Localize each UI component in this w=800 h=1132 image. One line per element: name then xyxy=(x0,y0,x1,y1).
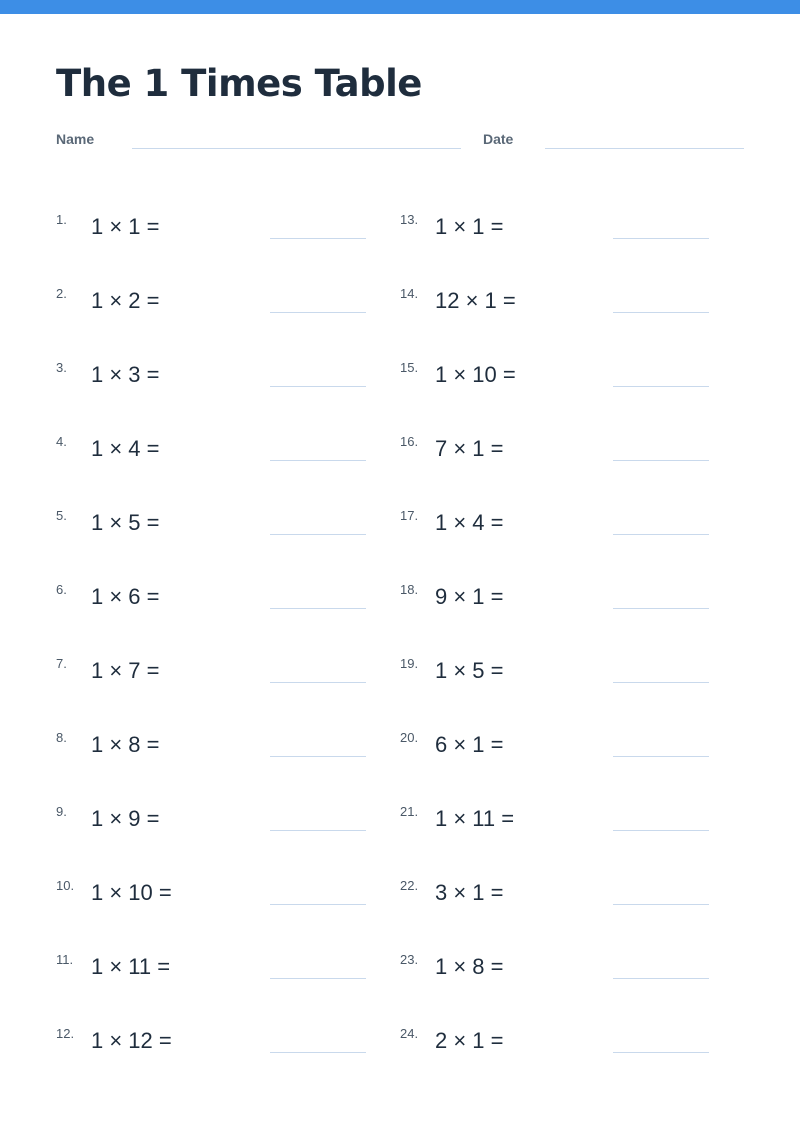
problem-number: 17. xyxy=(400,508,419,523)
problem-expression: 1 × 4 = xyxy=(91,436,160,461)
problem-expression: 2 × 1 = xyxy=(435,1028,504,1053)
problem-item xyxy=(400,728,720,788)
problem-number: 21. xyxy=(400,804,419,819)
answer-line[interactable] xyxy=(613,386,709,387)
problem-expression: 1 × 6 = xyxy=(91,584,160,609)
problem-number: 16. xyxy=(400,434,419,449)
answer-line[interactable] xyxy=(613,830,709,831)
problem-item xyxy=(56,1024,376,1084)
answer-line[interactable] xyxy=(270,830,366,831)
answer-line[interactable] xyxy=(270,460,366,461)
problem-expression: 6 × 1 = xyxy=(435,732,504,757)
answer-line[interactable] xyxy=(613,756,709,757)
problem-item xyxy=(56,654,376,714)
answer-line[interactable] xyxy=(613,1052,709,1053)
problem-number: 10. xyxy=(56,878,75,893)
problem-item xyxy=(400,506,720,566)
problem-item xyxy=(56,728,376,788)
problem-number: 8. xyxy=(56,730,67,745)
problem-number: 13. xyxy=(400,212,419,227)
problem-number: 7. xyxy=(56,656,67,671)
problem-item xyxy=(56,950,376,1010)
problem-expression: 1 × 5 = xyxy=(91,510,160,535)
answer-line[interactable] xyxy=(613,978,709,979)
answer-line[interactable] xyxy=(270,682,366,683)
problem-number: 4. xyxy=(56,434,67,449)
answer-line[interactable] xyxy=(270,386,366,387)
problem-expression: 1 × 11 = xyxy=(435,806,515,831)
answer-line[interactable] xyxy=(613,682,709,683)
problem-item xyxy=(56,432,376,492)
answer-line[interactable] xyxy=(613,460,709,461)
problem-number: 24. xyxy=(400,1026,419,1041)
problem-expression: 1 × 1 = xyxy=(435,214,504,239)
problem-item xyxy=(400,802,720,862)
problem-item xyxy=(56,580,376,640)
answer-line[interactable] xyxy=(613,904,709,905)
problem-number: 2. xyxy=(56,286,67,301)
date-label: Date xyxy=(483,131,514,147)
problem-number: 1. xyxy=(56,212,67,227)
problem-number: 19. xyxy=(400,656,419,671)
answer-line[interactable] xyxy=(270,238,366,239)
problem-expression: 3 × 1 = xyxy=(435,880,504,905)
problem-item xyxy=(56,284,376,344)
problem-number: 22. xyxy=(400,878,419,893)
answer-line[interactable] xyxy=(270,534,366,535)
problem-expression: 1 × 9 = xyxy=(91,806,160,831)
problem-item xyxy=(400,284,720,344)
problem-expression: 1 × 7 = xyxy=(91,658,160,683)
answer-line[interactable] xyxy=(270,608,366,609)
problem-number: 20. xyxy=(400,730,419,745)
problem-expression: 9 × 1 = xyxy=(435,584,504,609)
page-title: The 1 Times Table xyxy=(56,62,422,105)
answer-line[interactable] xyxy=(613,238,709,239)
problem-number: 14. xyxy=(400,286,419,301)
answer-line[interactable] xyxy=(613,312,709,313)
problem-number: 3. xyxy=(56,360,67,375)
problem-number: 11. xyxy=(56,952,74,967)
answer-line[interactable] xyxy=(270,312,366,313)
problem-number: 18. xyxy=(400,582,419,597)
answer-line[interactable] xyxy=(613,534,709,535)
problem-item xyxy=(400,876,720,936)
problem-expression: 1 × 4 = xyxy=(435,510,504,535)
answer-line[interactable] xyxy=(270,904,366,905)
answer-line[interactable] xyxy=(270,756,366,757)
problem-expression: 7 × 1 = xyxy=(435,436,504,461)
problem-item xyxy=(400,1024,720,1084)
problem-item xyxy=(400,580,720,640)
problem-item xyxy=(400,950,720,1010)
problem-expression: 1 × 1 = xyxy=(91,214,160,239)
problem-item xyxy=(56,802,376,862)
problem-item xyxy=(56,358,376,418)
problem-expression: 1 × 12 = xyxy=(91,1028,172,1053)
problem-item xyxy=(400,358,720,418)
problem-expression: 12 × 1 = xyxy=(435,288,516,313)
problem-expression: 1 × 5 = xyxy=(435,658,504,683)
problem-expression: 1 × 10 = xyxy=(435,362,516,387)
problem-number: 15. xyxy=(400,360,419,375)
problem-expression: 1 × 2 = xyxy=(91,288,160,313)
answer-line[interactable] xyxy=(270,978,366,979)
problem-number: 9. xyxy=(56,804,67,819)
problem-expression: 1 × 11 = xyxy=(91,954,171,979)
problem-item xyxy=(56,210,376,270)
problem-number: 12. xyxy=(56,1026,75,1041)
answer-line[interactable] xyxy=(270,1052,366,1053)
name-label: Name xyxy=(56,131,95,147)
problem-number: 23. xyxy=(400,952,419,967)
answer-line[interactable] xyxy=(613,608,709,609)
problem-expression: 1 × 8 = xyxy=(91,732,160,757)
problem-expression: 1 × 8 = xyxy=(435,954,504,979)
problem-item xyxy=(400,210,720,270)
problem-item xyxy=(56,876,376,936)
problem-item xyxy=(400,432,720,492)
problem-number: 6. xyxy=(56,582,67,597)
problem-expression: 1 × 3 = xyxy=(91,362,160,387)
problem-item xyxy=(400,654,720,714)
problem-expression: 1 × 10 = xyxy=(91,880,172,905)
problem-item xyxy=(56,506,376,566)
problem-number: 5. xyxy=(56,508,67,523)
